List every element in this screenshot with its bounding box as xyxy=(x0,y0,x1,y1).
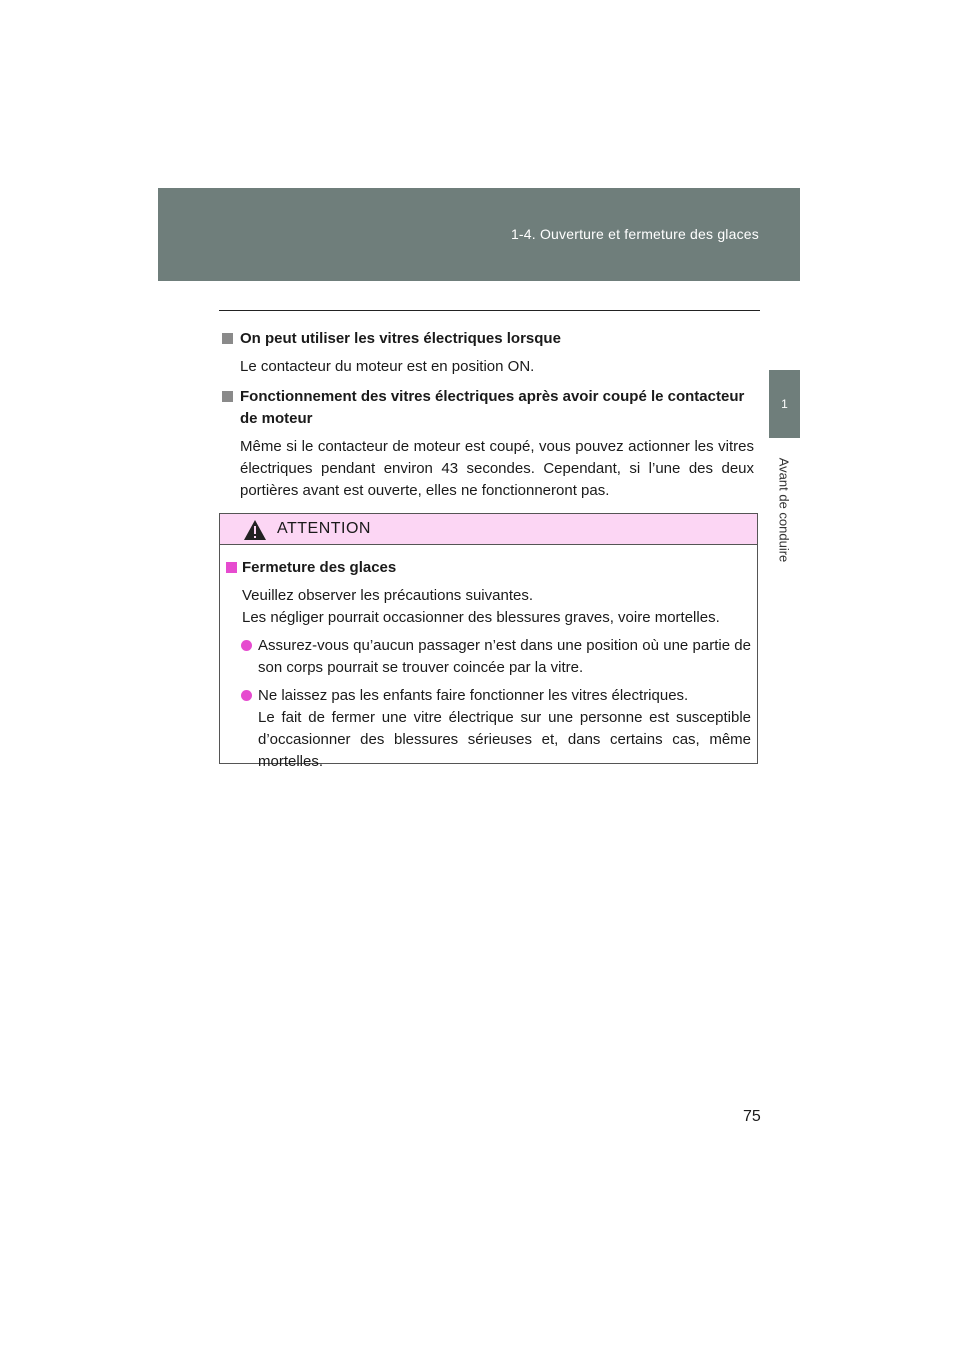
square-bullet-icon xyxy=(226,562,237,573)
section-title: 1-4. Ouverture et fermeture des glaces xyxy=(510,226,759,242)
bullet-text: Assurez-vous qu’aucun passager n’est dans une position où une partie de son corps pourrait se trouver coincée par la vitre. xyxy=(258,637,751,676)
bullet-text-continued: Le fait de fermer une vitre électrique sur une personne est susceptible d’occasionner des blessures sérieuses et, dans certains cas, même mortelles. xyxy=(258,709,751,770)
page-number: 75 xyxy=(743,1108,761,1125)
header-band xyxy=(158,188,800,281)
caution-bullet xyxy=(224,685,751,773)
caution-intro: Veuillez observer les précautions suivantes. xyxy=(242,587,533,604)
chapter-tab xyxy=(769,370,800,438)
section-text: Même si le contacteur de moteur est coupé, vous pouvez actionner les vitres électriques pendant environ 43 secondes. Cependant, si l’une des deux portières avant est ouverte, elles ne fonctionneront pas. xyxy=(240,438,754,499)
section-heading xyxy=(222,386,754,430)
divider xyxy=(219,310,760,311)
chapter-number: 1 xyxy=(781,397,788,411)
heading-text: Fonctionnement des vitres électriques après avoir coupé le contacteur de moteur xyxy=(240,388,745,427)
chapter-label: Avant de conduire xyxy=(776,457,792,563)
caution-title: ATTENTION xyxy=(277,520,371,537)
bullet-text: Ne laissez pas les enfants faire fonctionner les vitres électriques. xyxy=(258,687,689,704)
square-bullet-icon xyxy=(222,391,233,402)
square-bullet-icon xyxy=(222,333,233,344)
round-bullet-icon xyxy=(241,690,252,701)
caution-box xyxy=(219,513,758,770)
caution-intro: Les négliger pourrait occasionner des blessures graves, voire mortelles. xyxy=(242,609,720,626)
caution-body xyxy=(220,545,757,773)
section-heading xyxy=(222,328,754,350)
caution-heading-text: Fermeture des glaces xyxy=(242,559,397,576)
warning-triangle-icon xyxy=(243,519,267,541)
main-content xyxy=(222,328,754,502)
section-text: Le contacteur du moteur est en position ON. xyxy=(240,358,535,375)
heading-text: On peut utiliser les vitres électriques lorsque xyxy=(240,330,561,347)
round-bullet-icon xyxy=(241,640,252,651)
caution-header xyxy=(220,514,757,545)
caution-bullet xyxy=(224,635,751,679)
caution-heading xyxy=(224,557,751,579)
